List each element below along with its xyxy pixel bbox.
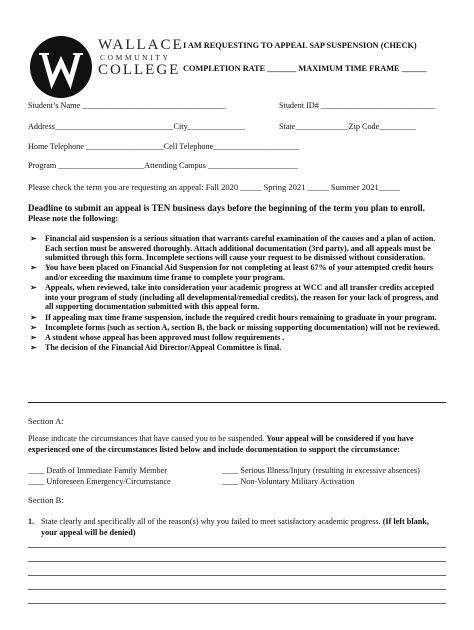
section-a-intro-plain: Please indicate the circumstances that have caused you to be suspended. — [28, 434, 265, 443]
option-death-family[interactable]: ____ Death of Immediate Family Member — [28, 466, 167, 475]
arrow-bullet-icon: ➢ — [30, 332, 37, 342]
list-item — [30, 283, 444, 312]
note-text: A student whose appeal has been approved must follow requirements . — [45, 332, 285, 342]
option-unforeseen-emergency[interactable]: ____ Unforeseen Emergency/Circumstance — [28, 477, 171, 486]
notes-list — [30, 234, 444, 353]
list-item — [30, 323, 444, 333]
note-text: You have been placed on Financial Aid Suspension for not completing at least 67% of your attempted credit hours and/or exceeding the maximum time frame to complete your program. — [45, 263, 434, 282]
deadline-text: Deadline to submit an appeal is TEN business days before the beginning of the term you plan to enroll. — [28, 203, 425, 213]
section-a-intro-bold: Your appeal will be considered if you have experienced one of the circumstances listed below and include documentation to support the circumstance: — [28, 434, 414, 454]
list-item — [30, 313, 444, 323]
arrow-bullet-icon: ➢ — [30, 322, 37, 332]
question-1-bold: (If left blank, your appeal will be denied) — [41, 517, 429, 537]
list-item — [30, 234, 444, 263]
option-military-activation[interactable]: ____ Non-Voluntary Military Activation — [222, 477, 355, 486]
section-a-intro — [28, 434, 448, 455]
term-selection-field[interactable]: Please check the term you are requesting an appeal: Fall 2020 _____ Spring 2021 _____ Summer 2021_____ — [28, 182, 401, 192]
option-serious-illness[interactable]: ____ Serious Illness/Injury (resulting in excessive absences) — [222, 466, 420, 475]
list-item — [30, 343, 444, 353]
notes-heading: Please note the following: — [28, 214, 119, 223]
answer-line[interactable] — [28, 603, 446, 604]
question-1 — [41, 517, 446, 538]
note-text: The decision of the Financial Aid Director/Appeal Committee is final. — [45, 343, 282, 353]
phone-fields[interactable]: Home Telephone ___________________Cell Telephone_____________________ — [28, 142, 300, 151]
section-a-heading: Section A: — [28, 416, 64, 426]
answer-line[interactable] — [28, 561, 446, 562]
note-text: Financial aid suspension is a serious situation that warrants careful examination of the causes and a plan of action. Each section must be answered thoroughly. Attach additional documentation (3rd party), and all appeals must be submitted through this form. Incomplete sections will cause your request to be dismissed without consideration. — [45, 234, 436, 263]
state-zip-field[interactable]: State_____________Zip Code_________ — [279, 122, 417, 131]
note-text: Appeals, when reviewed, take into consideration your academic progress at WCC and all transfer credits accepted into your program of study (including all developmental/remedial credits), the reason for your lack of progress, and all supporting documentation submitted with this appeal form. — [45, 283, 439, 312]
question-number: 1. — [28, 517, 35, 526]
arrow-bullet-icon: ➢ — [30, 312, 37, 322]
wordmark-line-3: COLLEGE — [98, 62, 181, 78]
arrow-bullet-icon: ➢ — [30, 263, 37, 273]
question-1-plain: State clearly and specifically all of the reason(s) why you failed to meet satisfactory academic progress. — [41, 517, 381, 526]
wallace-w-logo-icon — [30, 36, 92, 98]
section-b-heading: Section B: — [28, 495, 64, 505]
list-item — [30, 333, 444, 343]
college-logo — [30, 34, 184, 94]
college-wordmark — [98, 38, 184, 78]
arrow-bullet-icon: ➢ — [30, 283, 37, 293]
form-title: I AM REQUESTING TO APPEAL SAP SUSPENSION (CHECK) — [183, 41, 417, 50]
deadline-notice — [28, 202, 448, 214]
address-city-field[interactable]: Address_____________________________City______________ — [28, 122, 245, 131]
answer-line[interactable] — [28, 575, 446, 576]
note-text: Incomplete forms (such as section A, section B, the back or missing supporting documentation) will not be reviewed. — [45, 322, 440, 332]
answer-line[interactable] — [28, 547, 446, 548]
list-item — [30, 263, 444, 282]
note-text: If appealing max time frame suspension, include the required credit hours remaining to graduate in your program. — [45, 312, 437, 322]
answer-line[interactable] — [28, 589, 446, 590]
form-subtitle: COMPLETION RATE _______ MAXIMUM TIME FRAME ______ — [183, 64, 427, 73]
student-name-field[interactable]: Student’s Name ___________________________________ — [28, 101, 226, 110]
section-divider — [28, 402, 446, 403]
program-campus-fields[interactable]: Program _____________________Attending Campus ______________________ — [28, 161, 298, 170]
wordmark-line-1: WALLACE — [98, 37, 184, 53]
arrow-bullet-icon: ➢ — [30, 343, 37, 353]
student-id-field[interactable]: Student ID# ____________________________ — [279, 101, 436, 110]
arrow-bullet-icon: ➢ — [30, 234, 37, 243]
wordmark-line-2: COMMUNITY — [100, 53, 171, 62]
